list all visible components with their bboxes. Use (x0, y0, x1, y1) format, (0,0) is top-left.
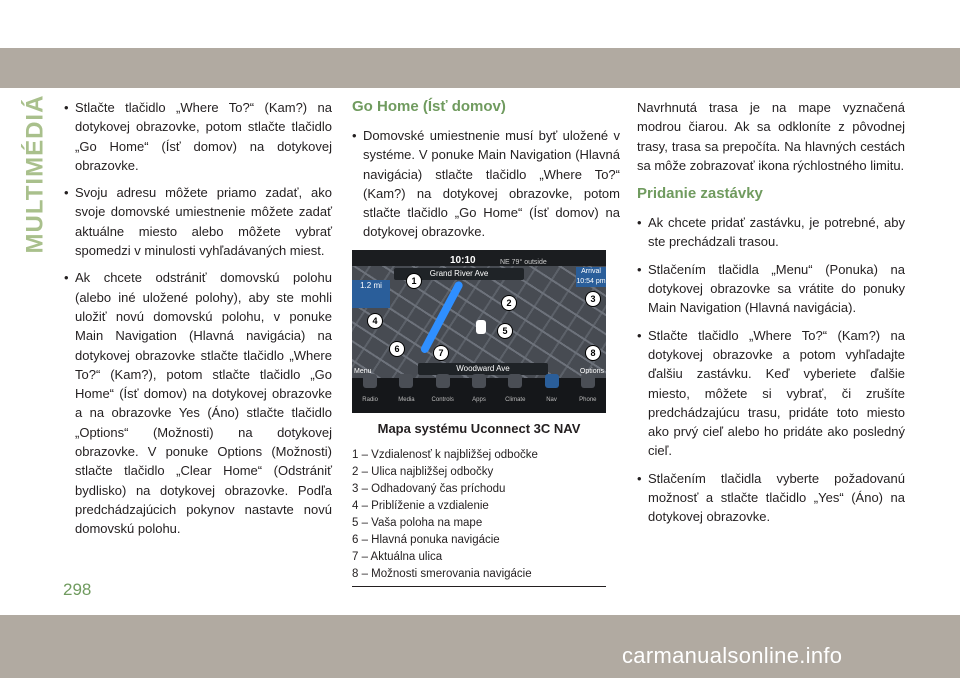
page-number: 298 (63, 580, 92, 599)
legend-divider (352, 586, 606, 587)
dock-apps: Apps (466, 374, 492, 412)
callout-6: 6 (390, 342, 404, 356)
section-label-text: MULTIMÉDIÁ (21, 94, 48, 254)
list-item: • Stlačte tlačidlo „Where To?“ (Kam?) na dotykovej obrazovke, potom stlačte tlačidlo „Go Home“ (Ísť domov) na dotykovej obrazovke. (64, 98, 332, 175)
section-heading-add-stop: Pridanie zastávky (637, 185, 763, 203)
phone-icon (581, 374, 595, 388)
next-turn-street: Grand River Ave (394, 268, 524, 280)
nav-options-button: Options (579, 367, 604, 375)
route-intro-paragraph: Navrhnutá trasa je na mape vyznačená modrou čiarou. Ak sa odkloníte z pôvodnej trasy, trasa sa prepočíta. Na hlavných cestách sa môže zobrazovať ikona rýchlostného limitu. (637, 100, 905, 173)
dock-nav: Nav (539, 374, 565, 412)
nav-dock (352, 378, 606, 413)
turn-distance: 1.2 mi (352, 280, 390, 308)
list-item: • Stlačením tlačidla „Menu“ (Ponuka) na dotykovej obrazovke sa vrátite do ponuky Main Navigation (Hlavná navigácia). (637, 260, 905, 318)
header-band (0, 48, 960, 88)
media-icon (399, 374, 413, 388)
legend-item: 4 – Priblíženie a vzdialenie (352, 500, 489, 513)
callout-5: 5 (498, 324, 512, 338)
nav-icon (545, 374, 559, 388)
figure-caption: Mapa systému Uconnect 3C NAV (377, 420, 581, 436)
legend-item: 7 – Aktuálna ulica (352, 551, 443, 564)
section-label (21, 94, 49, 254)
column-1-bullets (64, 98, 332, 539)
section-heading-go-home: Go Home (Ísť domov) (352, 98, 506, 115)
callout-4: 4 (368, 314, 382, 328)
column-2 (352, 98, 620, 587)
column-3 (637, 98, 905, 535)
apps-icon (472, 374, 486, 388)
list-item: • Domovské umiestnenie musí byť uložené v systéme. V ponuke Main Navigation (Hlavná navigácia) stlačte tlačidlo „Where To?“ (Kam?) na dotykovej obrazovke, potom stlačte tlačidlo „Go Home“ (Ísť domov) na dotykovej obrazovke. (352, 126, 620, 242)
car-position-icon (476, 320, 486, 334)
nav-menu-button: Menu (354, 367, 372, 375)
navigation-map-figure (352, 250, 606, 413)
legend-item: 3 – Odhadovaný čas príchodu (352, 483, 506, 496)
nav-clock: 10:10 (450, 254, 476, 266)
callout-1: 1 (407, 274, 421, 288)
legend-item: 1 – Vzdialenosť k najbližšej odbočke (352, 449, 538, 462)
column-3-bullets (637, 213, 905, 526)
list-item: • Ak chcete pridať zastávku, je potrebné, aby ste prechádzali trasou. (637, 213, 905, 252)
dock-radio: Radio (357, 374, 383, 412)
climate-icon (508, 374, 522, 388)
nav-status-bar (352, 250, 606, 266)
controls-icon (436, 374, 450, 388)
nav-status-info: NE 79° outside (500, 258, 547, 266)
dock-media: Media (393, 374, 419, 412)
callout-3: 3 (586, 292, 600, 306)
legend-item: 2 – Ulica najbližšej odbočky (352, 466, 494, 479)
callout-2: 2 (502, 296, 516, 310)
legend-item: 5 – Vaša poloha na mape (352, 517, 483, 530)
current-street: Woodward Ave (418, 363, 548, 375)
watermark-link[interactable]: carmanualsonline.info (622, 643, 843, 668)
legend-item: 8 – Možnosti smerovania navigácie (352, 568, 532, 581)
list-item: • Stlačte tlačidlo „Where To?“ (Kam?) na dotykovej obrazovke a potom vyhľadajte ďalšiu zastávku. Keď vyberiete ďalšie miesto, môžete si vybrať, či zrušíte predchádzajúcu trasu, pridáte toto miesto ako prvý cieľ alebo ho pridáte ako posledný cieľ. (637, 326, 905, 461)
list-item: • Ak chcete odstrániť domovskú polohu (alebo iné uložené polohy), aby ste mohli uložiť novú domovskú polohu, v ponuke Main Navigation (Hlavná navigácia) na dotykovej obrazovke stlačte tlačidlo „Where To?“ (Kam?), potom stlačte tlačidlo „Go Home“ (Ísť domov) na dotykovej obrazovke a na obrazovke Yes (Áno) stlačte tlačidlo „Options“ (Možnosti) na dotykovej obrazovke. V ponuke Options (Možnosti) stlačte tlačidlo „Clear Home“ (Odstrániť bydlisko) na dotykovej obrazovke. Podľa predchádzajúcich pokynov nastavte novú domovskú polohu. (64, 268, 332, 538)
callout-7: 7 (434, 346, 448, 360)
dock-phone: Phone (575, 374, 601, 412)
dock-controls: Controls (430, 374, 456, 412)
list-item: • Svoju adresu môžete priamo zadať, ako svoje domovské umiestnenie môžete zadať aktuálne miesto alebo môžete vybrať spomedzi v minulosti vyhľadávaných miest. (64, 183, 332, 260)
column-2-bullets (352, 126, 620, 242)
dock-climate: Climate (502, 374, 528, 412)
legend-item: 6 – Hlavná ponuka navigácie (352, 534, 500, 547)
column-1 (64, 98, 332, 547)
list-item: • Stlačením tlačidla vyberte požadovanú možnosť a stlačte tlačidlo „Yes“ (Áno) na dotykovej obrazovke. (637, 469, 905, 527)
callout-8: 8 (586, 346, 600, 360)
radio-icon (363, 374, 377, 388)
arrival-time: Arrival 10:54 pm (576, 267, 606, 285)
figure-legend (352, 447, 606, 583)
